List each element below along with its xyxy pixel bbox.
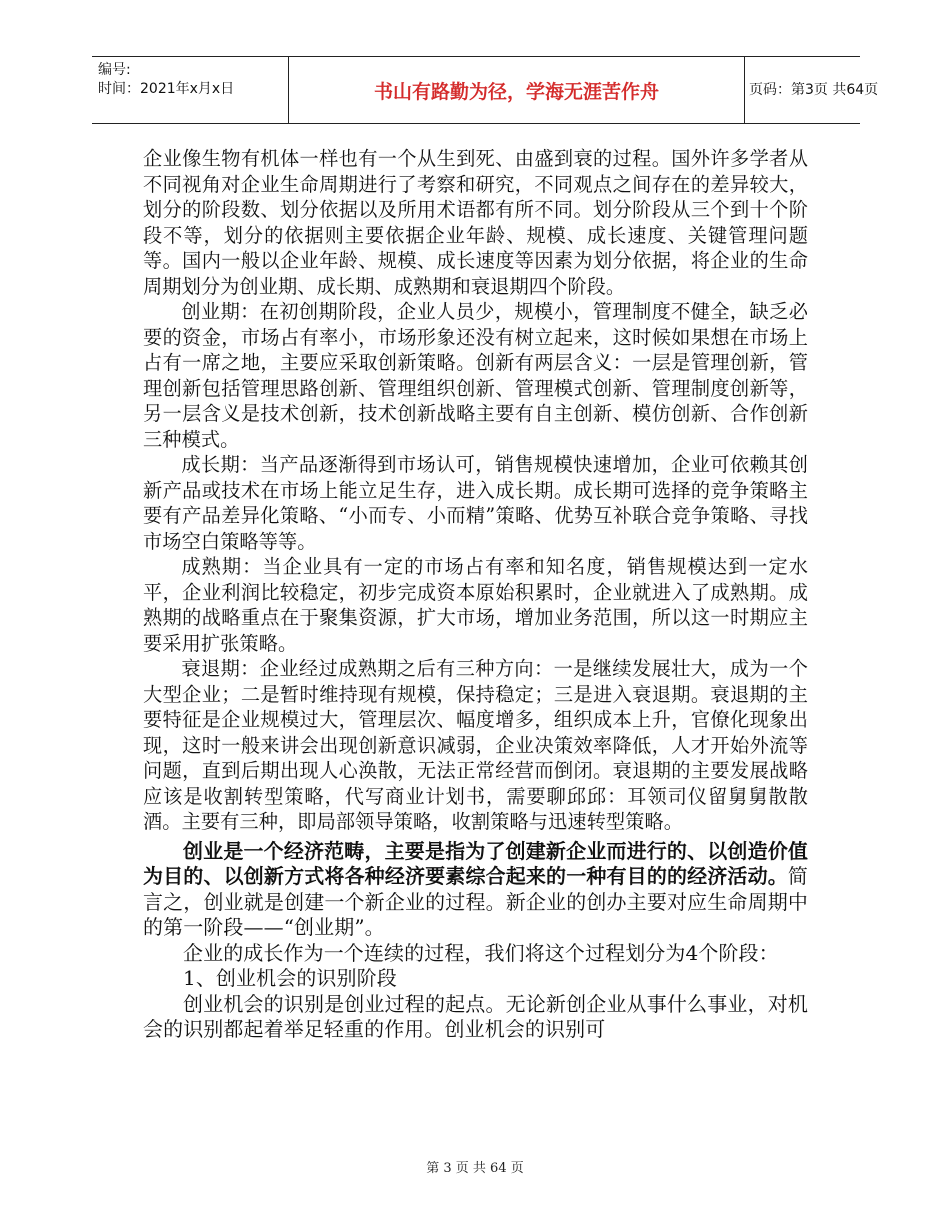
paragraph-stages-intro: 企业的成长作为一个连续的过程，我们将这个过程划分为4个阶段： [183, 940, 779, 965]
header-motto: 书山有路勤为径，学海无涯苦作舟 [288, 57, 745, 123]
definition-normal-text: 简言之，创业就是创建一个新企业的过程。新企业的创办主要对应生命周期中的第一阶段——“创业期”。 [143, 864, 808, 939]
header-meta [98, 61, 290, 119]
document-body [143, 146, 808, 1043]
stage-heading: 1、创业机会的识别阶段 [183, 966, 397, 990]
document-time-label: 时间：2021年x月x日 [98, 81, 235, 97]
paragraph-mature-stage: 成熟期：当企业具有一定的市场占有率和知名度，销售规模达到一定水平，企业利润比较稳定，初步完成资本原始积累时，企业就进入了成熟期。成熟期的战略重点在于聚集资源，扩大市场，增加业务范围，所以这一时期应主要采用扩张策略。 [143, 555, 808, 655]
paragraph-decline-stage: 衰退期：企业经过成熟期之后有三种方向：一是继续发展壮大，成为一个大型企业；二是暂时维持现有规模，保持稳定；三是进入衰退期。衰退期的主要特征是企业规模过大，管理层次、幅度增多，组织成本上升，官僚化现象出现，这时一般来讲会出现创新意识减弱，企业决策效率降低，人才开始外流等问题，直到后期出现人心涣散，无法正常经营而倒闭。衰退期的主要发展战略应该是收割转型策略，代写商业计划书，需要聊邱邱：耳领司仪留舅舅散散酒。主要有三种，即局部领导策略，收割策略与迅速转型策略。 [143, 657, 808, 833]
header-page-label: 页码：第3页 共64页 [749, 82, 879, 98]
paragraph-startup-stage: 创业期：在初创期阶段，企业人员少，规模小，管理制度不健全，缺乏必要的资金，市场占有率小，市场形象还没有树立起来，这时候如果想在市场上占有一席之地，主要应采取创新策略。创新有两层含义：一层是管理创新，管理创新包括管理思路创新、管理组织创新、管理模式创新、管理制度创新等，另一层含义是技术创新，技术创新战略主要有自主创新、模仿创新、合作创新三种模式。 [143, 300, 808, 451]
page-header [92, 56, 879, 124]
definition-bold-text: 创业是一个经济范畴，主要是指为了创建新企业而进行的、以创造价值为目的、以创新方式将各种经济要素综合起来的一种有目的的经济活动。 [143, 838, 808, 888]
paragraph-lifecycle-intro: 企业像生物有机体一样也有一个从生到死、由盛到衰的过程。国外许多学者从不同视角对企业生命周期进行了考察和研究，不同观点之间存在的差异较大，划分的阶段数、划分依据以及所用术语都有所不同。划分阶段从三个到十个阶段不等，划分的依据则主要依据企业年龄、规模、成长速度、关键管理问题等。国内一般以企业年龄、规模、成长速度等因素为划分依据，将企业的生命周期划分为创业期、成长期、成熟期和衰退期四个阶段。 [143, 147, 808, 298]
paragraph-growth-stage: 成长期：当产品逐渐得到市场认可，销售规模快速增加，企业可依赖其创新产品或技术在市场上能立足生存，进入成长期。成长期可选择的竞争策略主要有产品差异化策略、“小而专、小而精”策略、优势互补联合竞争策略、寻找市场空白策略等等。 [143, 453, 808, 553]
paragraph-stage-text: 创业机会的识别是创业过程的起点。无论新创企业从事什么事业，对机会的识别都起着举足轻重的作用。创业机会的识别可 [143, 991, 808, 1041]
paragraph-definition [143, 839, 808, 941]
page-footer: 第 3 页 共 64 页 [426, 1161, 524, 1176]
document-number-label: 编号: [98, 62, 131, 78]
